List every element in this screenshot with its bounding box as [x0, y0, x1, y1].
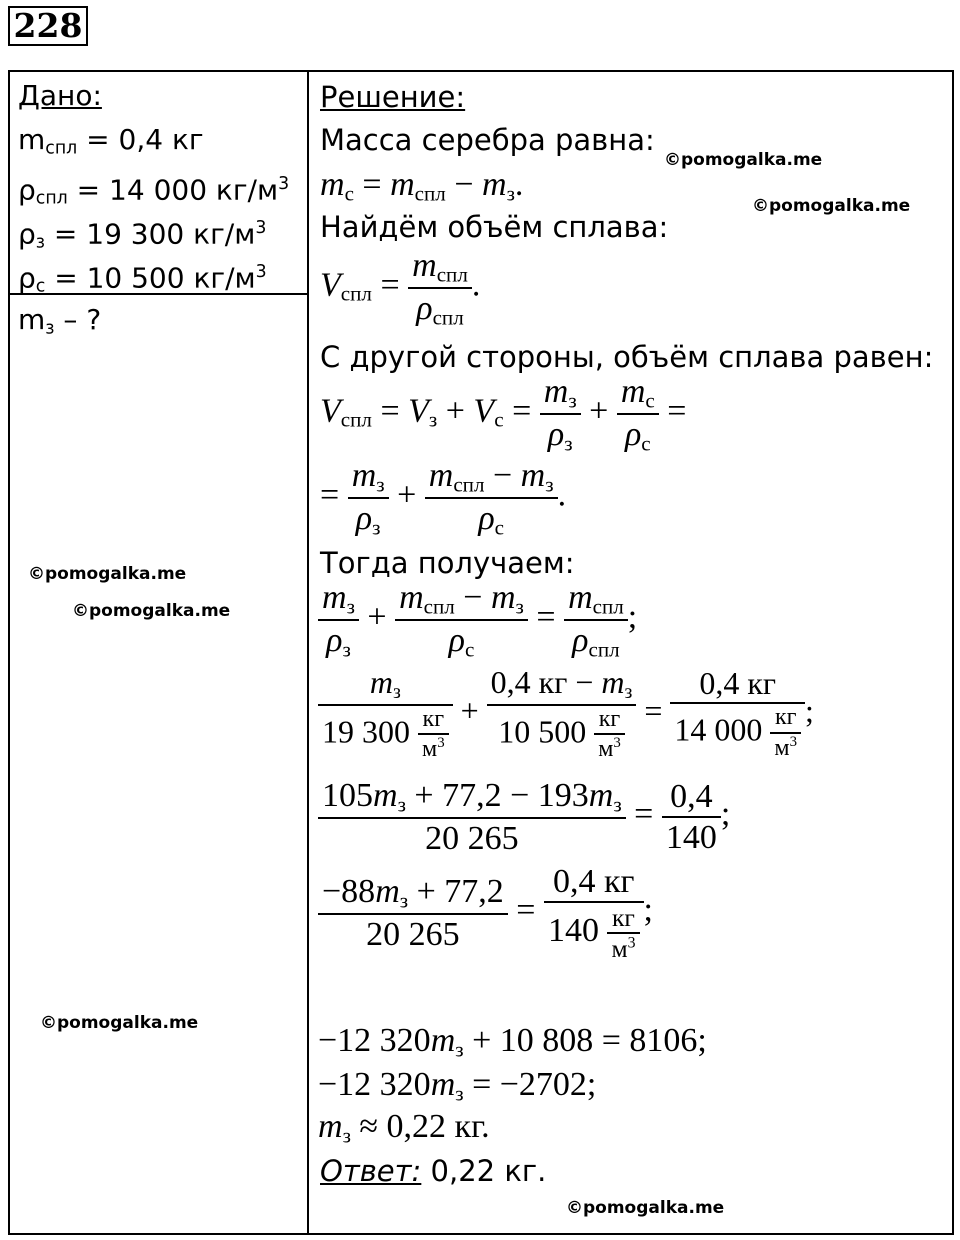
watermark: ©pomogalka.me: [752, 196, 911, 216]
step-other-side: С другой стороны, объём сплава равен:: [320, 340, 934, 374]
given-heading: Дано:: [18, 79, 102, 112]
answer-value: 0,22 кг.: [421, 1154, 547, 1188]
step-alloy-volume: Найдём объём сплава:: [320, 210, 669, 244]
watermark: ©pomogalka.me: [28, 564, 187, 584]
eq-volume-sum: $V_{спл} = V_з + V_с$ = $\frac{m_з}{\rho_з}$ + $\frac{m_с}{\rho_с}$ =: [320, 373, 687, 455]
answer: [320, 1154, 546, 1188]
answer-label: Ответ:: [320, 1154, 422, 1188]
step-silver-mass: Масса серебра равна:: [320, 123, 655, 157]
column-divider: [307, 70, 309, 1235]
eq-common-denominator: $\frac{105m_з + 77,2 - 193m_з}{20 265}$ = $\frac{0,4}{140}$ ;: [318, 776, 730, 858]
given-density-gold: $\rho_з = 19$ 300 $кг/м^3$: [18, 217, 267, 253]
given-mass-alloy: $m_{спл} = 0,4$ кг: [18, 123, 204, 159]
eq-numeric: $m_з$ 19 300 $\frac{кг}{м^3}$ + 0,4 кг − $m_з$ 10 500 $\frac{кг}{м^3}$ = 0,4 кг 14 000 $\frac{кг}{м^3}$ ;: [318, 664, 814, 764]
given-density-alloy: $\rho_{спл} = 14$ 000 $кг/м^3$: [18, 173, 290, 209]
eq-result: $m_з \approx 0,22$ кг.: [318, 1108, 490, 1148]
eq-silver-mass: $m_с = m_{спл} - m_з$.: [320, 166, 524, 206]
step-then: Тогда получаем:: [320, 546, 575, 580]
watermark: ©pomogalka.me: [566, 1198, 725, 1218]
eq-alloy-volume: $V_{спл}$ = $\frac{m_{спл}}{\rho_{спл}}$ .: [320, 247, 481, 329]
solution-heading: Решение:: [320, 80, 466, 114]
eq-linear-2: −12 $320m_з = -2702$;: [318, 1066, 597, 1106]
watermark: ©pomogalka.me: [72, 601, 231, 621]
eq-volume-sum-cont: = $\frac{m_з}{\rho_з}$ + $\frac{m_{спл} - m_з}{\rho_с}$ .: [320, 457, 567, 539]
watermark: ©pomogalka.me: [40, 1013, 199, 1033]
eq-simplified: $\frac{-88m_з + 77,2}{20 265}$ = 0,4 кг 140 $\frac{кг}{м^3}$ ;: [318, 862, 653, 964]
eq-general: $\frac{m_з}{\rho_з}$ + $\frac{m_{спл} - m_з}{\rho_с}$ = $\frac{m_{спл}}{\rho_{спл}}$ ;: [318, 578, 637, 661]
watermark: ©pomogalka.me: [664, 150, 823, 170]
find-mass-gold: $m_з$ – ?: [18, 303, 102, 339]
given-density-silver: $\rho_с = 10$ 500 $кг/м^3$: [18, 261, 267, 297]
problem-number: 228: [8, 6, 88, 46]
eq-linear: −12 $320m_з + 10$ 808 = 8106;: [318, 1022, 707, 1062]
